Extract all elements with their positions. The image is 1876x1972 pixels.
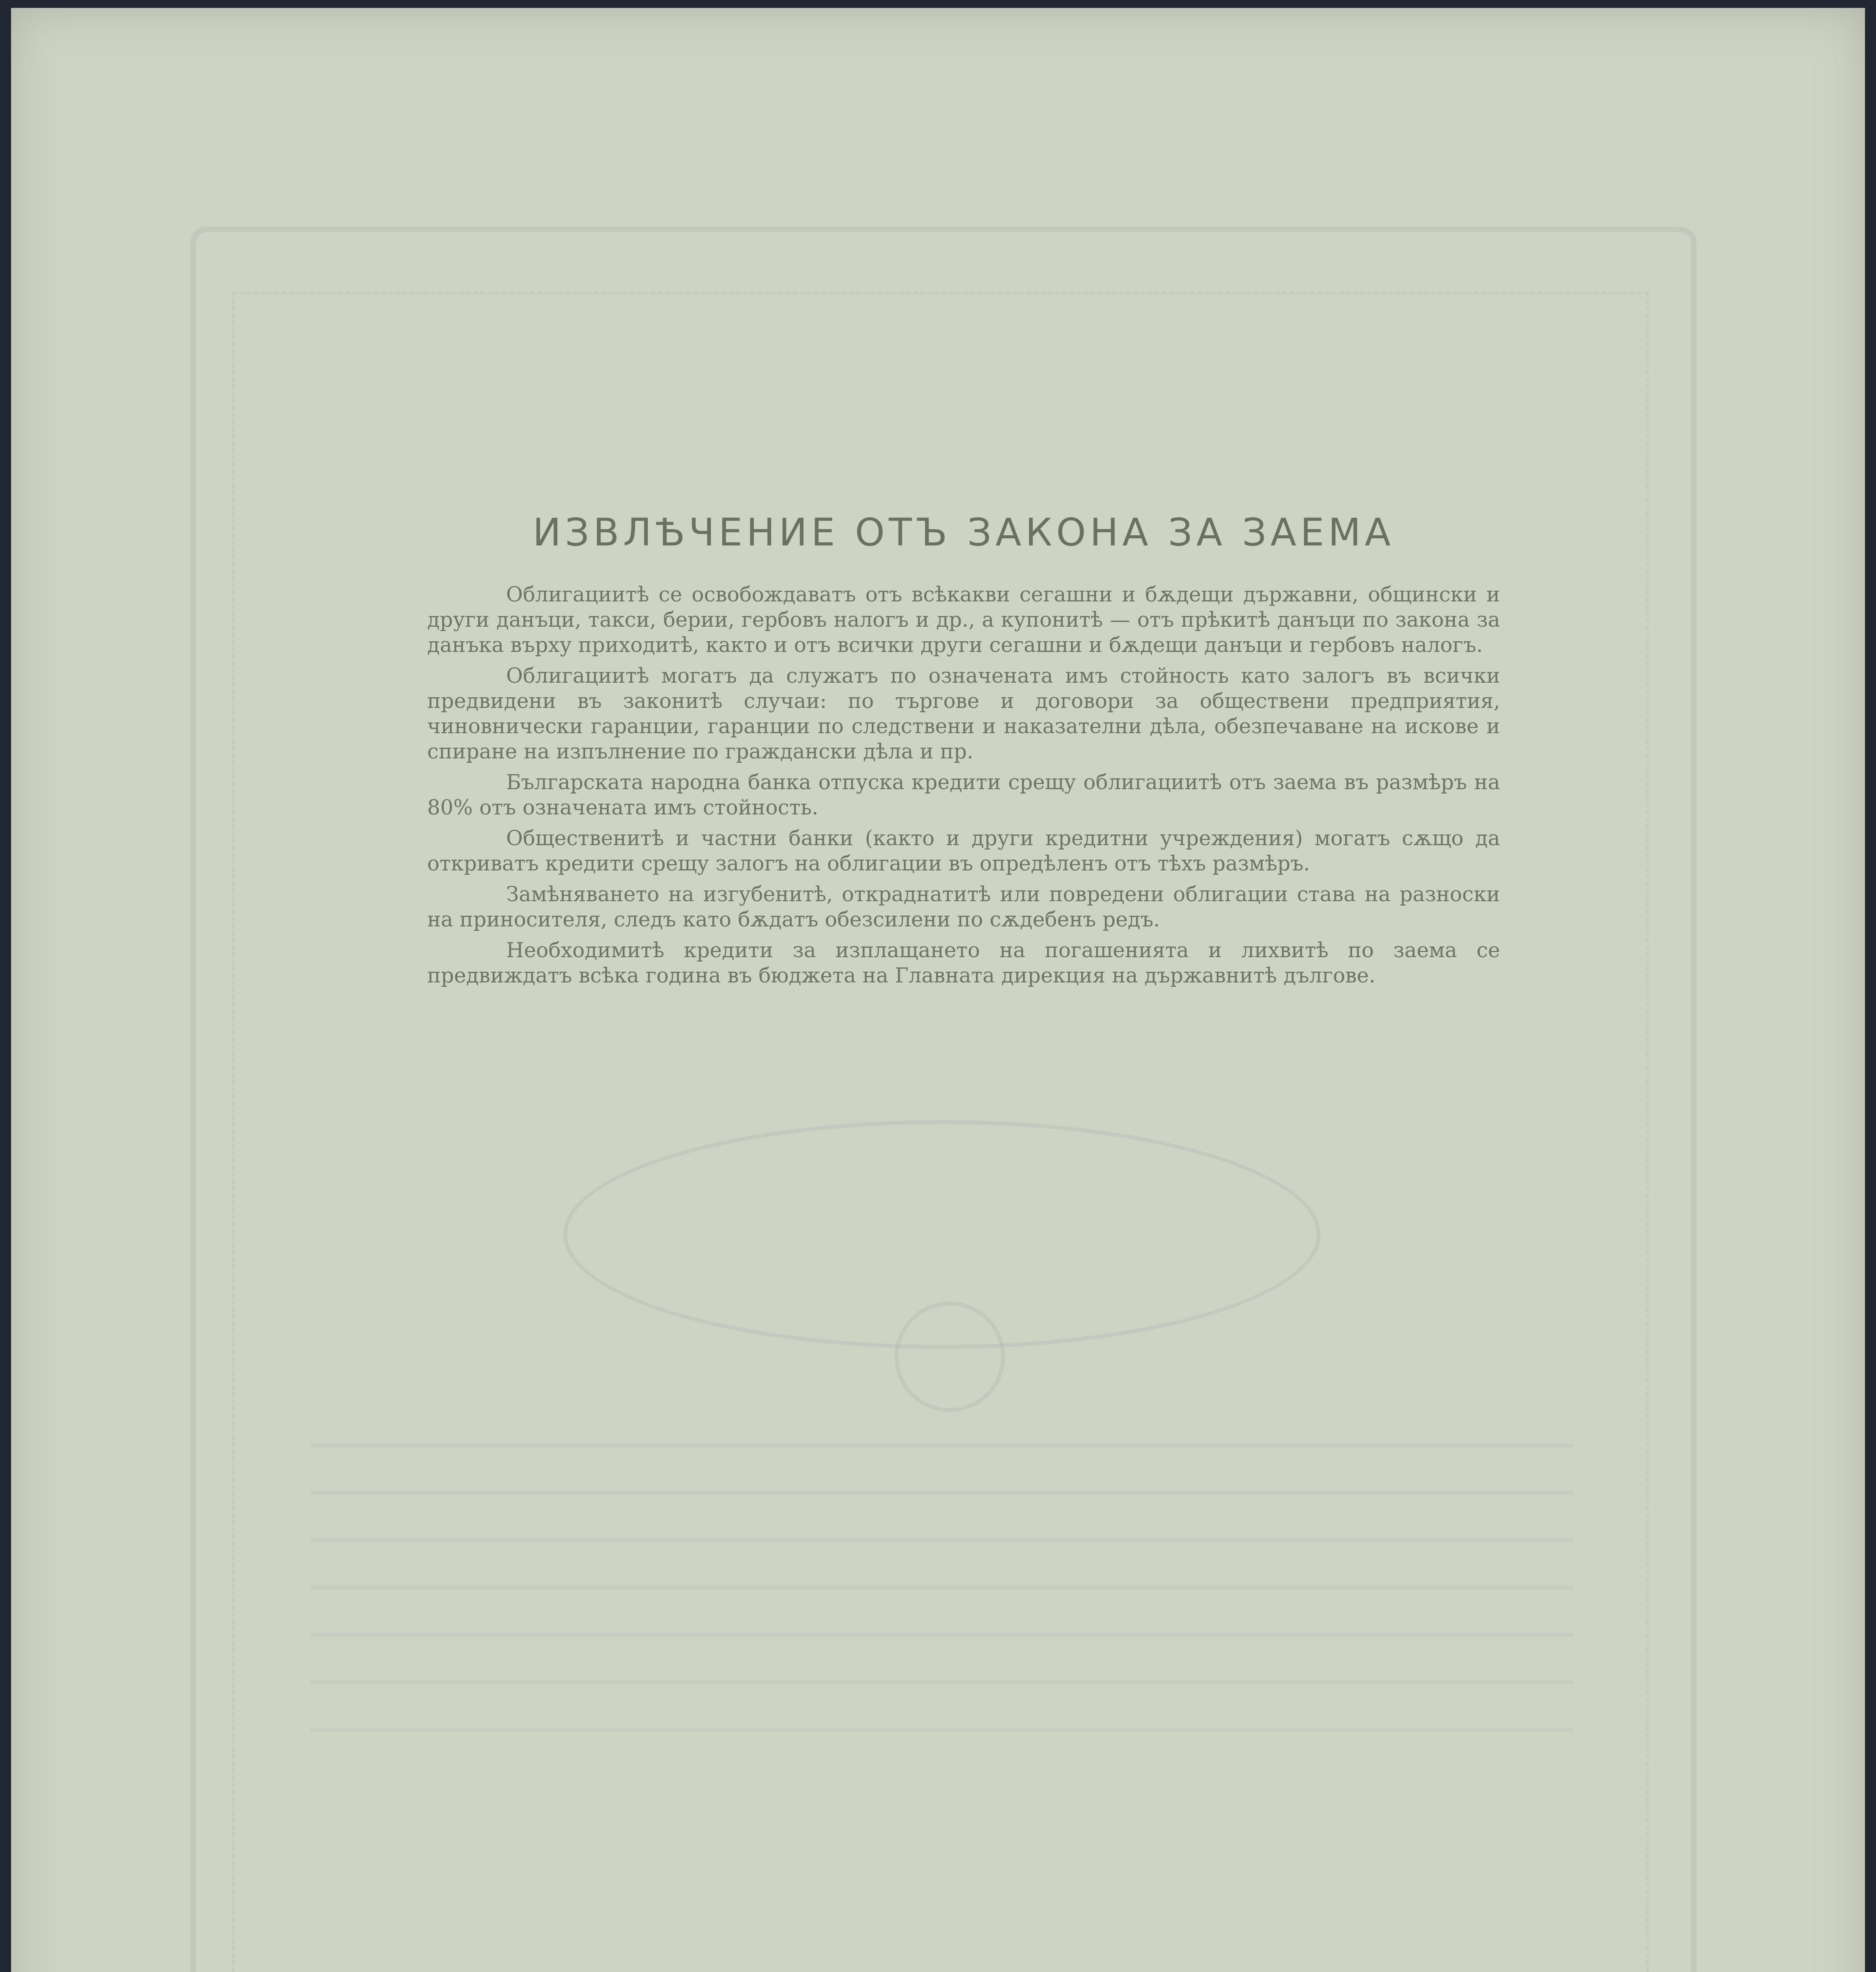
show-through-line bbox=[311, 1585, 1573, 1589]
show-through-line bbox=[311, 1444, 1573, 1447]
law-extract bbox=[427, 509, 1500, 994]
paragraph-national-bank-credit: Българската народна банка отпуска кредити срещу облигациитѣ отъ заема въ размѣръ на 80% отъ означената имъ стойность. bbox=[427, 771, 1500, 820]
paragraph-public-private-banks: Общественитѣ и частни банки (както и други кредитни учреждения) могатъ сѫщо да откриватъ кредити срещу залогъ на облигации въ опредѣленъ отъ тѣхъ размѣръ. bbox=[427, 827, 1500, 876]
show-through-line bbox=[311, 1633, 1573, 1637]
show-through-line bbox=[311, 1727, 1573, 1731]
show-through-line bbox=[311, 1491, 1573, 1495]
document-title: ИЗВЛѢЧЕНИЕ ОТЪ ЗАКОНА ЗА ЗАЕМА bbox=[533, 510, 1395, 555]
paragraph-replacement: Замѣняването на изгубенитѣ, откраднатитѣ или повредени облигации става на разноски на приносителя, следъ като бѫдатъ обезсилени по сѫдебенъ редъ. bbox=[427, 883, 1500, 932]
paragraph-budget-credits: Необходимитѣ кредити за изплащането на погашенията и лихвитѣ по заема се предвиждатъ всѣка година въ бюджета на Главната дирекция на държавнитѣ дългове. bbox=[427, 939, 1500, 988]
show-through-line bbox=[311, 1538, 1573, 1542]
paragraph-tax-exemption: Облигациитѣ се освобождаватъ отъ всѣкакви сегашни и бѫдещи държавни, общински и други данъци, такси, берии, гербовъ налогъ и др., а купонитѣ — отъ прѣкитѣ данъци по закона за данъка върху приходитѣ, както и отъ всички други сегашни и бѫдещи данъци и гербовъ налогъ. bbox=[427, 583, 1500, 657]
show-through-line bbox=[311, 1680, 1573, 1684]
paragraph-collateral: Облигациитѣ могатъ да служатъ по означената имъ стойность като залогъ въ всички предвидени въ законитѣ случаи: по търгове и договори за обществени предприятия, чиновнически гаранции, гаранции по следствени и наказателни дѣла, обезпечаване на искове и спиране на изпълнение по граждански дѣла и пр. bbox=[427, 664, 1500, 764]
show-through-circle bbox=[895, 1302, 1005, 1412]
